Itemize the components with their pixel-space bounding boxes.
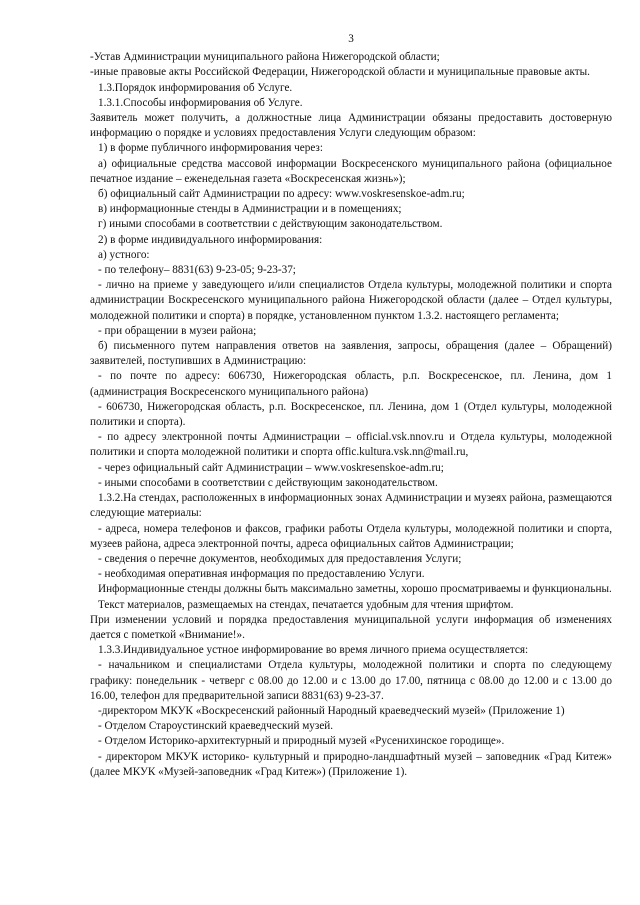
paragraph: г) иными способами в соответствии с действующим законодательством.: [98, 218, 443, 231]
paragraph: - при обращении в музеи района;: [98, 324, 257, 337]
paragraph: При изменении условий и порядка предоставления муниципальной услуги информация об изменениях дается с пометкой «Внимание!».: [90, 613, 612, 641]
paragraph: - Отделом Историко-архитектурный и природный музей «Русенихинское городище».: [98, 735, 505, 748]
paragraph: 1.3.2.На стендах, расположенных в информационных зонах Администрации и музеях района, размещаются следующие материалы:: [90, 492, 612, 520]
paragraph: б) официальный сайт Администрации по адресу: www.voskresenskoe-adm.ru;: [98, 188, 465, 201]
paragraph: -иные правовые акты Российской Федерации, Нижегородской области и муниципальные правовые акты.: [90, 66, 590, 79]
paragraph: - необходимая оперативная информация по предоставлению Услуги.: [98, 568, 425, 581]
paragraph: 1.3.Порядок информирования об Услуге.: [98, 81, 293, 94]
paragraph: - иными способами в соответствии с действующим законодательством.: [98, 476, 438, 489]
paragraph: - по почте по адресу: 606730, Нижегородская область, р.п. Воскресенское, пл. Ленина, дом 1 (администрация Воскресенского муниципального района): [90, 370, 612, 398]
paragraph: - по телефону– 8831(63) 9-23-05; 9-23-37;: [98, 264, 296, 277]
document-body: [90, 50, 612, 780]
paragraph: - 606730, Нижегородская область, р.п. Воскресенское, пл. Ленина, дом 1 (Отдел культуры, молодежной политики и спорта).: [90, 400, 612, 429]
paragraph: -Устав Администрации муниципального района Нижегородской области;: [90, 51, 440, 64]
paragraph: - начальником и специалистами Отдела культуры, молодежной политики и спорта по следующему графику: понедельник - четверг с 08.00 до 12.00 и с 13.00 до 17.00, пятница с 08.00 до 12.00 и с 13.00 до 16.00, телефон для предварительной записи 8831(63) 9-23-37.: [90, 659, 612, 702]
paragraph: Информационные стенды должны быть максимально заметны, хорошо просматриваемы и функциональны.: [98, 583, 612, 596]
paragraph: а) устного:: [98, 248, 150, 261]
paragraph: 2) в форме индивидуального информирования:: [98, 233, 323, 246]
paragraph: 1.3.1.Способы информирования об Услуге.: [98, 96, 303, 109]
paragraph: б) письменного путем направления ответов на заявления, запросы, обращения (далее – Обращений) заявителей, поступивших в Администрацию:: [90, 340, 612, 368]
paragraph: а) официальные средства массовой информации Воскресенского муниципального района (официальное печатное издание – еженедельная газета «Воскресенская жизнь»);: [90, 157, 612, 185]
paragraph: - по адресу электронной почты Администрации – official.vsk.nnov.ru и Отдела культуры, молодежной политики и спорта молодежной политики и спорта offic.kultura.vsk.nn@mail.ru,: [90, 431, 612, 459]
paragraph: в) информационные стенды в Администрации и в помещениях;: [98, 203, 402, 216]
page-number: 3: [348, 33, 354, 45]
paragraph: - директором МКУК историко- культурный и природно-ландшафтный музей – заповедник «Град Китеж» (далее МКУК «Музей-заповедник «Град Китеж») (Приложение 1).: [90, 750, 612, 778]
document-page: [90, 32, 612, 780]
paragraph: Текст материалов, размещаемых на стендах, печатается удобным для чтения шрифтом.: [98, 598, 514, 611]
paragraph: -директором МКУК «Воскресенский районный Народный краеведческий музей» (Приложение 1): [98, 704, 565, 717]
paragraph: 1) в форме публичного информирования через:: [98, 142, 323, 155]
paragraph: - Отделом Староустинский краеведческий музей.: [98, 720, 334, 733]
paragraph: - сведения о перечне документов, необходимых для предоставления Услуги;: [98, 552, 462, 565]
paragraph: Заявитель может получить, а должностные лица Администрации обязаны предоставить достоверную информацию о порядке и условиях предоставления Услуги следующим образом:: [90, 112, 612, 140]
paragraph: 1.3.3.Индивидуальное устное информирование во время личного приема осуществляется:: [98, 644, 529, 657]
paragraph: - лично на приеме у заведующего и/или специалистов Отдела культуры, молодежной политики и спорта администрации Воскресенского муниципального района Нижегородской области (далее – Отдел культуры, молодежной политики и спорта) в порядке, установленном пунктом 1.3.2. настоящего регламента;: [90, 279, 612, 322]
paragraph: - адреса, номера телефонов и факсов, графики работы Отдела культуры, молодежной политики и спорта, музеев района, адреса электронной почты, адреса официальных сайтов Администрации;: [90, 522, 612, 550]
paragraph: - через официальный сайт Администрации – www.voskresenskoe-adm.ru;: [98, 461, 444, 474]
